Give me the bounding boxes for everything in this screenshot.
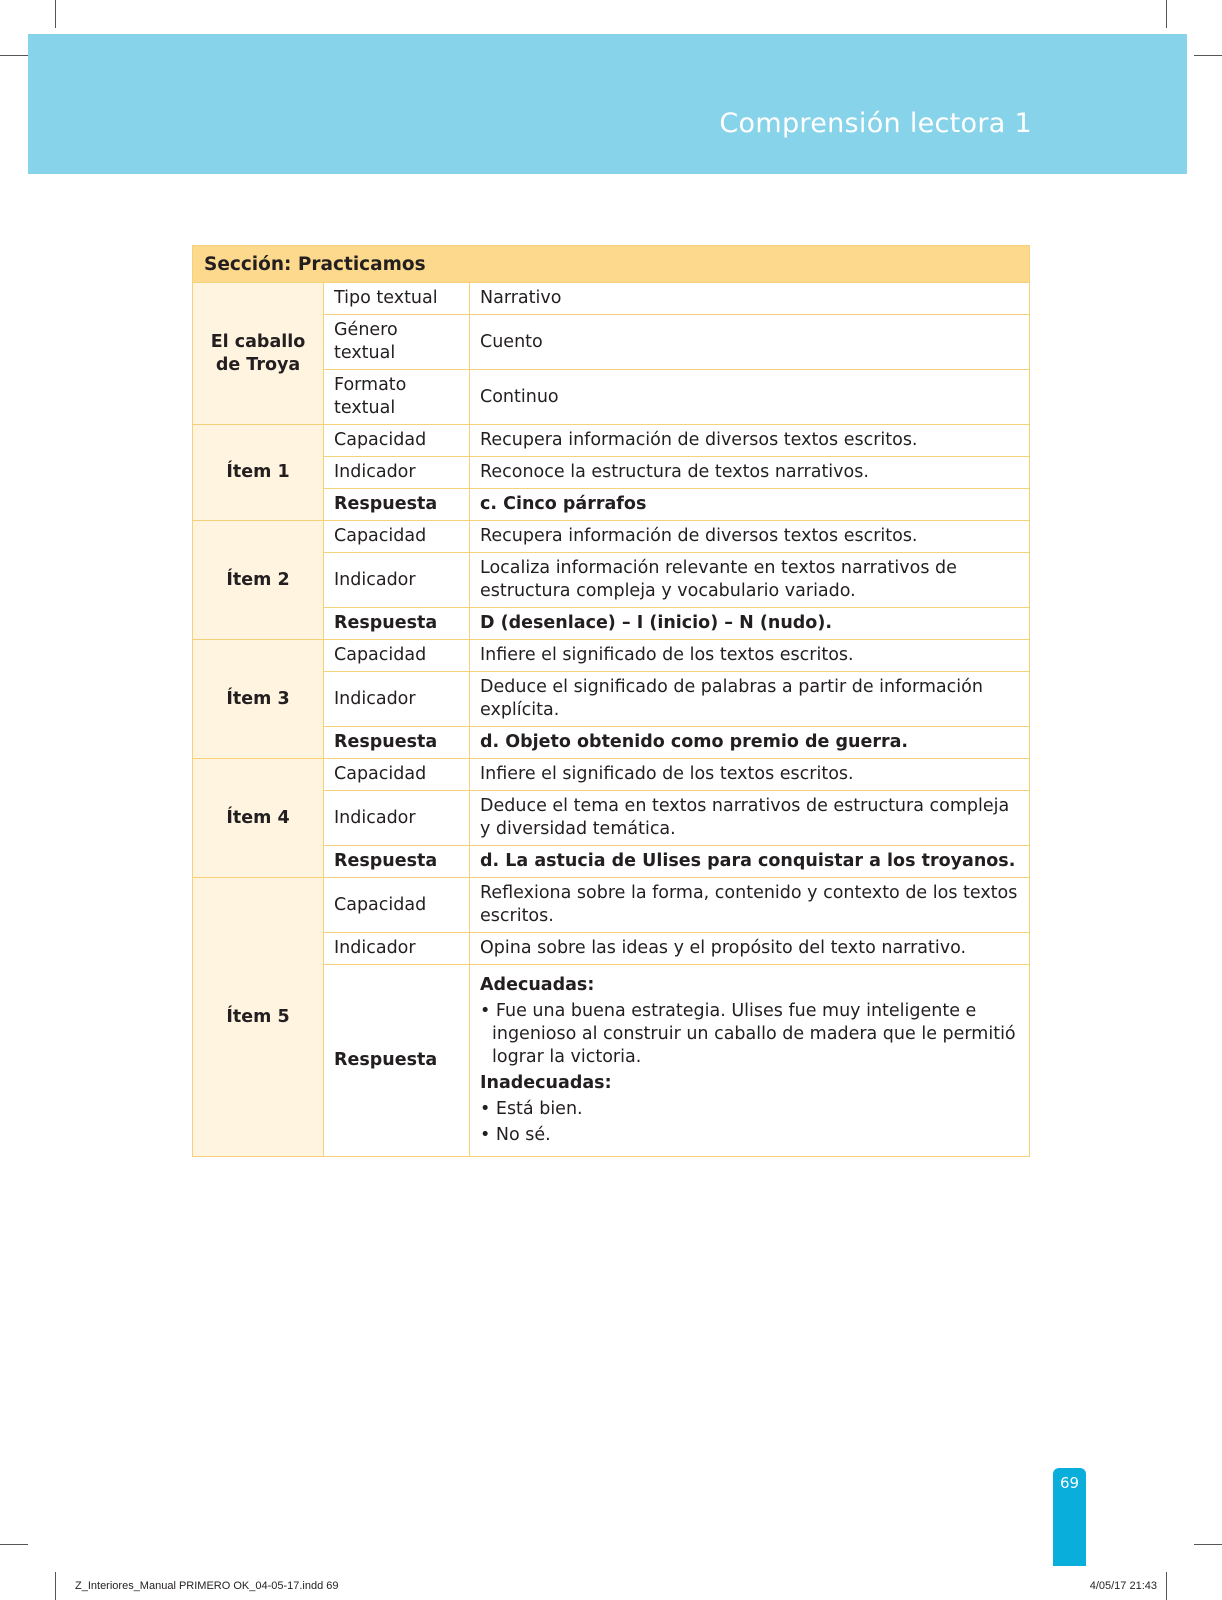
row-value: Localiza información relevante en textos narrativos de estructura compleja y vocabulario variado.: [470, 553, 1030, 608]
row-value: Reconoce la estructura de textos narrativos.: [470, 457, 1030, 489]
group-label: Ítem 1: [193, 425, 324, 521]
row-key: Indicador: [324, 672, 470, 727]
row-value: Opina sobre las ideas y el propósito del texto narrativo.: [470, 933, 1030, 965]
header-band: [28, 34, 1187, 174]
row-key: Indicador: [324, 553, 470, 608]
row-key: Respuesta: [324, 489, 470, 521]
page-number: 69: [1059, 1474, 1080, 1492]
row-key: Respuesta: [324, 608, 470, 640]
group-label: Ítem 2: [193, 521, 324, 640]
answer-value: d. La astucia de Ulises para conquistar a los troyanos.: [470, 846, 1030, 878]
row-value: Recupera información de diversos textos escritos.: [470, 425, 1030, 457]
row-key: Capacidad: [324, 521, 470, 553]
row-value: Infiere el significado de los textos escritos.: [470, 759, 1030, 791]
row-value: Continuo: [470, 370, 1030, 425]
adequate-heading: Adecuadas:: [480, 975, 595, 995]
row-value: Infiere el significado de los textos escritos.: [470, 640, 1030, 672]
crop-mark: [55, 1572, 56, 1600]
row-value: Deduce el significado de palabras a partir de información explícita.: [470, 672, 1030, 727]
crop-mark: [1194, 55, 1222, 56]
crop-mark: [0, 1544, 28, 1545]
adequate-item: • Fue una buena estrategia. Ulises fue muy inteligente e ingenioso al construir un caballo de madera que le permitió lograr la victoria.: [480, 1001, 1016, 1067]
row-key: Respuesta: [324, 846, 470, 878]
group-label: Ítem 4: [193, 759, 324, 878]
inadequate-heading: Inadecuadas:: [480, 1073, 612, 1093]
row-key: Respuesta: [324, 965, 470, 1157]
answer-block: [470, 965, 1030, 1157]
row-key: Capacidad: [324, 759, 470, 791]
row-key: Indicador: [324, 457, 470, 489]
crop-mark: [55, 0, 56, 28]
group-label: Ítem 5: [193, 878, 324, 1157]
row-key: Indicador: [324, 933, 470, 965]
row-key: Capacidad: [324, 425, 470, 457]
group-label: El caballo de Troya: [193, 283, 324, 425]
row-value: Narrativo: [470, 283, 1030, 315]
footer-file-info: Z_Interiores_Manual PRIMERO OK_04-05-17.indd 69: [75, 1580, 339, 1592]
row-key: Capacidad: [324, 878, 470, 933]
crop-mark: [1166, 1572, 1167, 1600]
answer-value: d. Objeto obtenido como premio de guerra.: [470, 727, 1030, 759]
row-value: Recupera información de diversos textos escritos.: [470, 521, 1030, 553]
row-value: Cuento: [470, 315, 1030, 370]
crop-mark: [1194, 1544, 1222, 1545]
section-title: Sección: Practicamos: [193, 246, 1030, 283]
answer-value: D (desenlace) – I (inicio) – N (nudo).: [470, 608, 1030, 640]
row-key: Respuesta: [324, 727, 470, 759]
answer-value: c. Cinco párrafos: [470, 489, 1030, 521]
answer-key-table: [192, 245, 1030, 1157]
group-label: Ítem 3: [193, 640, 324, 759]
row-key: Indicador: [324, 791, 470, 846]
row-key: Tipo textual: [324, 283, 470, 315]
row-key: Género textual: [324, 315, 470, 370]
inadequate-item: • Está bien.: [480, 1099, 583, 1119]
crop-mark: [1166, 0, 1167, 28]
inadequate-item: • No sé.: [480, 1125, 551, 1145]
crop-mark: [0, 55, 28, 56]
footer-timestamp: 4/05/17 21:43: [1089, 1580, 1157, 1592]
row-value: Deduce el tema en textos narrativos de estructura compleja y diversidad temática.: [470, 791, 1030, 846]
row-value: Reflexiona sobre la forma, contenido y contexto de los textos escritos.: [470, 878, 1030, 933]
row-key: Capacidad: [324, 640, 470, 672]
page-title: Comprensión lectora 1: [719, 108, 1032, 139]
row-key: Formato textual: [324, 370, 470, 425]
